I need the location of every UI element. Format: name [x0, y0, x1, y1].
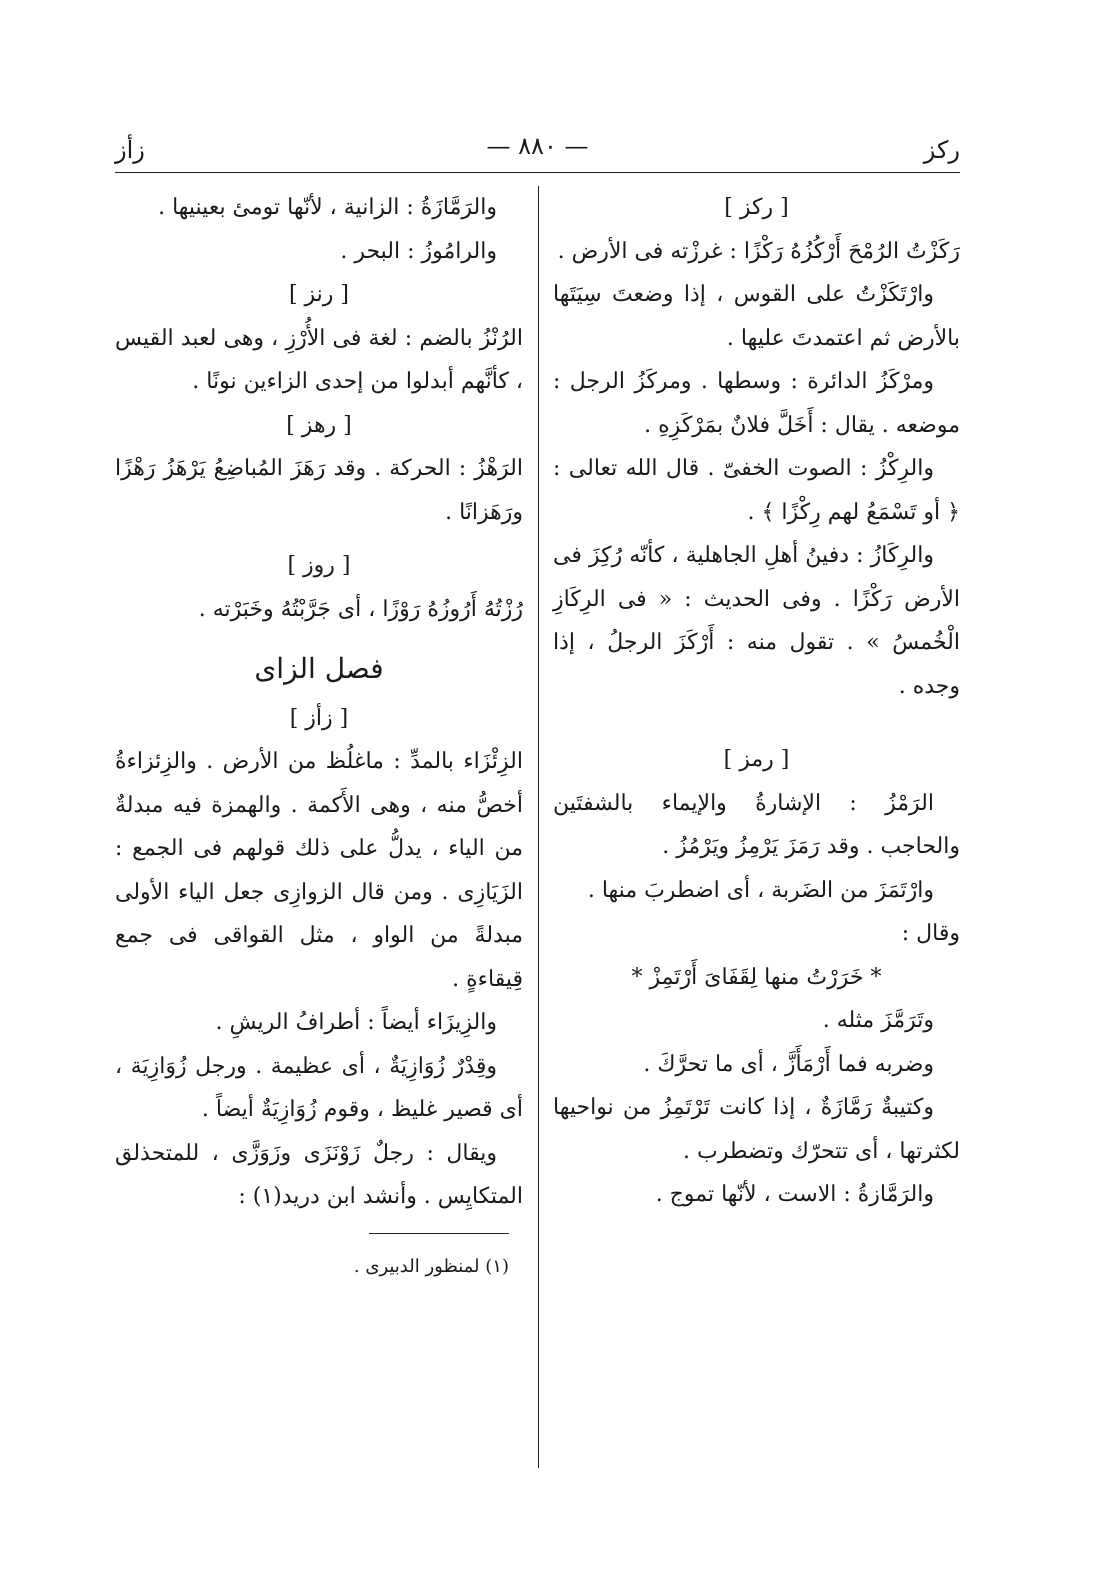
entry-head-rwz: [ روز ] [287, 553, 351, 578]
running-headword-right: ركز [923, 136, 960, 164]
entry-head-rkz: [ ركز ] [724, 195, 789, 220]
entry-paragraph: وقال : [901, 921, 960, 946]
running-headword-left: زأز [115, 136, 145, 164]
entry-paragraph: رُزْتُهُ أَرُوزُهُ رَوْزًا ، أى جَرَّبْتُهُ وخَبَرْته . [198, 596, 523, 622]
entry-head-rmz: [ رمز ] [723, 747, 790, 772]
entry-paragraph: وكتيبةٌ رَمَّازَةٌ ، إذا كانت تَرْتَمِزُ من نواحيها لكثرتها ، أى تتحرّك وتضطرب . [553, 1095, 960, 1164]
entry-paragraph: وقِدْرٌ زُوَازِيَةٌ ، أى عظيمة . ورجل زُوَازِيَة ، أى قصير غليظ ، وقوم زُوَازِيَةٌ أيضاً . [115, 1053, 523, 1122]
entry-paragraph: الرَمْزُ : الإشارةُ والإيماء بالشفتَين والحاجب . وقد رَمَزَ يَرْمِزُ ويَرْمُزُ . [553, 790, 960, 859]
entry-paragraph: رَكَزْتُ الرُمْحَ أَرْكُزُهُ رَكْزًا : غرزْته فى الأرض . [557, 238, 960, 264]
entry-paragraph: والرَمَّازةُ : الاست ، لأنّها تموج . [655, 1182, 934, 1207]
entry-head-rnz: [ رنز ] [288, 282, 350, 307]
entry-paragraph: وتَرَمَّزَ مثله . [822, 1008, 934, 1033]
entry-paragraph: والرامُوزُ : البحر . [340, 238, 497, 264]
entry-paragraph: والرَمَّازَةُ : الزانية ، لأنّها تومئ بعينيها . [158, 195, 497, 220]
column-divider [538, 186, 539, 1468]
entry-paragraph: والرِكَازُ : دفينُ أهلِ الجاهلية ، كأنّه رُكِزَ فى الأرض رَكْزًا . وفى الحديث : « فى الرِكَازِ الْخُمسُ » . تقول منه : أَرْكَزَ الرجلُ ، إذا وجده . [553, 543, 960, 699]
entry-paragraph: وضربه فما أَرْمَأَزَّ ، أى ما تحرَّكَ . [643, 1051, 934, 1077]
entry-paragraph: الرَهْزُ : الحركة . وقد رَهَزَ المُباضِعُ يَرْهَزُ رَهْزًا ورَهَزانًا . [115, 456, 523, 525]
entry-head-zaz: [ زأز ] [289, 705, 349, 731]
entry-paragraph: وارْتَكَزْتُ على القوس ، إذا وضعتَ سِيَتَها بالأرض ثم اعتمدتَ عليها . [553, 282, 960, 351]
footnote: (١) لمنظور الدبيرى . [353, 1255, 509, 1277]
header-rule [115, 172, 960, 173]
entry-paragraph: والزِيزَاء أيضاً : أطرافُ الريشِ . [215, 1010, 497, 1035]
left-column [115, 186, 523, 1300]
page-number: — ٨٨٠ — [486, 132, 589, 160]
poetry-verse: * خَرَرْتُ منها لِقَفَاىَ أَرْتَمِزْ * [631, 964, 882, 990]
entry-paragraph: ومرْكَزُ الدائرة : وسطها . ومركَزُ الرجل : موضعه . يقال : أَخَلَّ فلانٌ بمَرْكَزِهِ . [553, 369, 960, 438]
entry-paragraph: والرِكْزُ : الصوت الخفىّ . قال الله تعالى : ﴿ أو تَسْمَعُ لهم رِكْزًا ﴾ . [553, 456, 960, 525]
entry-paragraph: وارْتَمَزَ من الضَربة ، أى اضطربَ منها . [587, 877, 934, 903]
entry-paragraph: الرُنْزُ بالضم : لغة فى الأُرْزِ ، وهى لعبد القيس ، كأنَّهم أبدلوا من إحدى الزاءين نونًا . [115, 325, 523, 394]
entry-paragraph: الزِئْزَاء بالمدِّ : ماغلُظ من الأرض . والزِئزاءةُ أخصُّ منه ، وهى الأَكمة . والهمزة فيه مبدلةٌ من الياء ، يدلُّ على ذلك قولهم فى الجمع : الزَيَازِى . ومن قال الزوازِى جعل الياء الأولى مبدلةً من الواو ، مثل القواقى فى جمع قِيقاءةٍ . [115, 749, 523, 992]
page-header [115, 128, 960, 168]
entry-head-rhz: [ رهز ] [286, 412, 352, 438]
section-title: فصل الزاى [254, 652, 384, 685]
entry-paragraph: ويقال : رجلٌ زَوْنَزَى وزَوَزَّى ، للمتحذلق المتكايِس . وأنشد ابن دريد(١) : [115, 1140, 523, 1209]
right-column [553, 186, 960, 1217]
footnote-rule [369, 1233, 509, 1234]
